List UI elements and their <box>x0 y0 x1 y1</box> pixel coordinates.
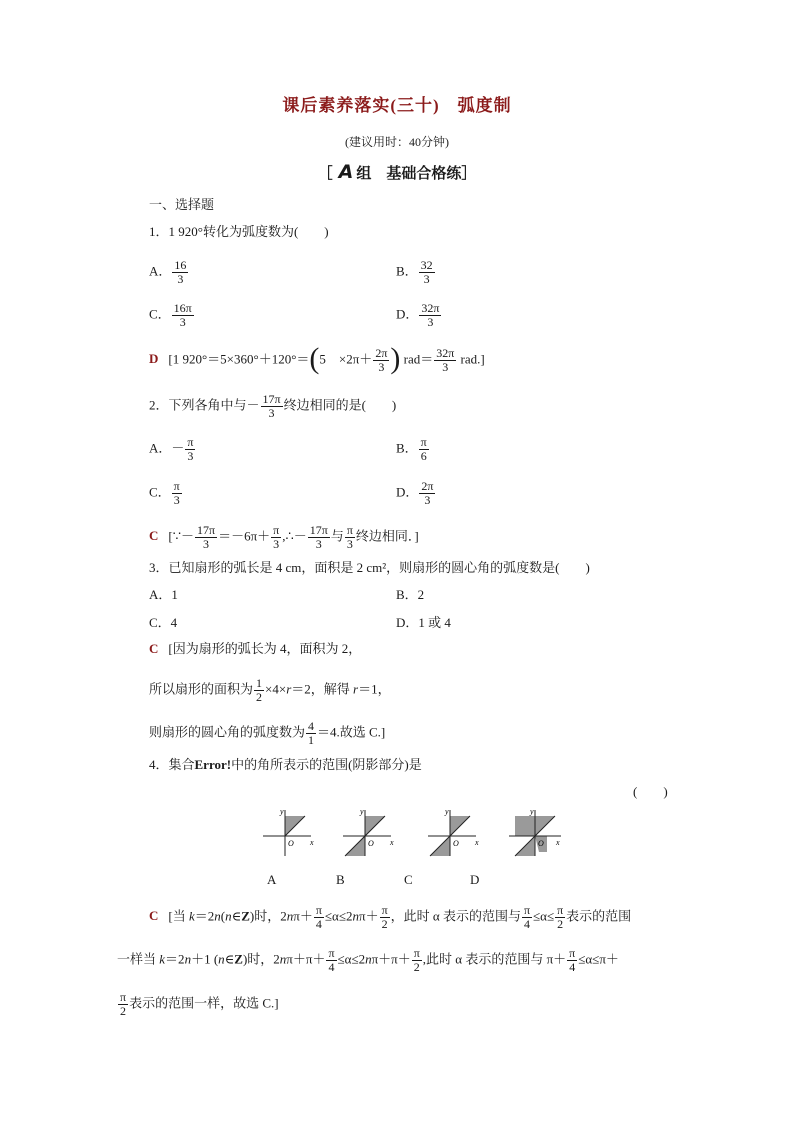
fraction <box>345 524 355 551</box>
option-label: D． <box>396 484 419 500</box>
text: π＋π＋ <box>286 951 326 967</box>
figure-d <box>509 807 561 856</box>
numerator: 17π <box>309 523 328 537</box>
text: 5 ×2π＋ <box>319 351 373 367</box>
denominator: 2 <box>118 1004 128 1018</box>
text: 一样当 <box>117 951 160 967</box>
denominator: 2 <box>412 960 422 974</box>
numerator: π <box>173 479 180 493</box>
text: ×4× <box>265 681 287 697</box>
numerator: π <box>187 435 194 449</box>
fraction <box>434 347 456 374</box>
q2-stem <box>149 393 396 420</box>
page-title: 课后素养落实(三十) 弧度制 <box>282 96 512 115</box>
numerator: 17π <box>197 523 216 537</box>
origin-label: O <box>453 839 459 848</box>
denominator: 2 <box>380 917 390 931</box>
option-label: C． <box>149 306 171 322</box>
text: [∵－ <box>168 528 194 544</box>
denominator: 3 <box>434 360 456 374</box>
var-n: n <box>225 908 232 924</box>
var-n: n <box>214 908 221 924</box>
text: )时，2 <box>242 951 280 967</box>
fraction <box>555 904 565 931</box>
q4-figure-svg <box>258 804 562 860</box>
text: ∈ <box>224 951 235 967</box>
numerator: 17π <box>262 392 281 406</box>
fraction <box>567 947 577 974</box>
q2-option-a <box>149 436 196 463</box>
figure-c <box>428 807 479 856</box>
fraction <box>522 904 532 931</box>
text: 终边相同．] <box>355 528 419 544</box>
text: ＋1 ( <box>191 951 219 967</box>
q1-option-d <box>396 302 442 329</box>
q4-blank: ( ) <box>633 784 668 799</box>
var-n: n <box>352 908 359 924</box>
var-k: k <box>159 951 166 967</box>
numerator: π <box>328 946 335 960</box>
fraction <box>195 524 217 551</box>
denominator: 3 <box>172 493 182 507</box>
paren-open: ( <box>309 341 320 375</box>
denominator: 3 <box>419 315 441 329</box>
option-label: D． <box>396 306 419 322</box>
fraction <box>185 436 195 463</box>
q3-stem: 3．已知扇形的弧长是 4 cm，面积是 2 cm²，则扇形的圆心角的弧度数是( ) <box>149 560 590 575</box>
text: π＋ <box>359 908 379 924</box>
text: 终边相同的是( ) <box>283 397 397 413</box>
text: 所以扇形的面积为 <box>149 681 254 697</box>
option-label: B． <box>396 263 418 279</box>
numerator: π <box>346 523 353 537</box>
numerator: π <box>557 903 564 917</box>
q2-option-c <box>149 480 183 507</box>
numerator: 1 <box>256 676 263 690</box>
q4-explanation-line1 <box>149 904 631 931</box>
fraction <box>326 947 336 974</box>
fraction <box>380 904 390 931</box>
origin-label: O <box>288 839 294 848</box>
figure-label-b: B <box>336 872 345 887</box>
group-bracket-close: ］ <box>461 166 477 182</box>
numerator: π <box>273 523 280 537</box>
q3-answer: C <box>149 641 159 656</box>
numerator: 4 <box>308 719 315 733</box>
section-title: 一、选择题 <box>149 197 215 212</box>
fraction <box>172 259 188 286</box>
numerator: π <box>315 903 322 917</box>
figure-label-a: A <box>267 872 277 887</box>
denominator: 2 <box>256 690 263 704</box>
numerator: 16π <box>173 301 192 315</box>
denominator: 3 <box>271 537 281 551</box>
text: ( <box>220 908 226 924</box>
denominator: 3 <box>419 272 435 286</box>
text: 与 <box>330 528 344 544</box>
q3-explanation-line1 <box>149 641 361 657</box>
denominator: 4 <box>522 917 532 931</box>
q4-stem <box>149 757 422 773</box>
text: ＝4.故选 C.] <box>317 724 386 740</box>
denominator: 3 <box>373 360 389 374</box>
option-label: A． <box>149 263 172 279</box>
numerator: π <box>420 435 427 449</box>
text: ＝2 <box>165 951 185 967</box>
suggested-time: (建议用时：40分钟) <box>345 135 449 149</box>
fraction <box>271 524 281 551</box>
numerator: 32π <box>421 301 440 315</box>
q4-explanation-line3 <box>117 991 279 1018</box>
origin-label: O <box>368 839 374 848</box>
x-label: x <box>556 838 560 847</box>
text: 表示的范围一样，故选 C.] <box>129 995 279 1011</box>
denominator: 4 <box>326 960 336 974</box>
text: ＝2，解得 <box>291 681 354 697</box>
group-heading <box>0 161 794 183</box>
numerator: π <box>120 990 127 1004</box>
figure-label-d: D <box>470 872 480 887</box>
var-r: r <box>353 681 359 697</box>
text: [因为扇形的弧长为 4，面积为 2， <box>168 641 362 656</box>
text: 2．下列各角中与－ <box>149 397 260 413</box>
var-n: n <box>286 908 294 924</box>
q1-answer: D <box>149 351 159 367</box>
text: π＋π＋ <box>371 951 411 967</box>
set-z: Z <box>234 951 243 967</box>
numerator: 16 <box>174 258 187 272</box>
numerator: 2π <box>421 479 434 493</box>
text: 中的角所表示的范围(阴影部分)是 <box>231 757 422 772</box>
group-text: 组 基础合格练 <box>356 166 462 182</box>
numerator: 2π <box>375 346 388 360</box>
fraction <box>373 347 389 374</box>
text: rad.] <box>457 351 485 367</box>
paren-close: ) <box>390 341 401 375</box>
fraction <box>419 259 435 286</box>
numerator: 32π <box>436 346 455 360</box>
q2-answer: C <box>149 528 159 544</box>
fraction <box>172 302 194 329</box>
q2-option-d <box>396 480 436 507</box>
error-text: Error! <box>194 757 232 772</box>
denominator: 3 <box>345 537 355 551</box>
figure-b <box>343 807 394 856</box>
q3-option-c: C．4 <box>149 615 178 630</box>
denominator: 3 <box>185 449 195 463</box>
text: rad＝ <box>400 351 434 367</box>
group-bracket-open: ［ <box>317 166 333 182</box>
text: ＝2 <box>194 908 215 924</box>
fraction <box>412 947 422 974</box>
var-n: n <box>184 951 192 967</box>
denominator: 3 <box>261 406 283 420</box>
q4-figures <box>258 804 562 860</box>
text: π＋ <box>293 908 313 924</box>
q3-explanation-line2 <box>149 677 391 704</box>
text: ≤α≤2 <box>337 951 366 967</box>
figure-label-c: C <box>404 872 413 887</box>
var-r: r <box>286 681 292 697</box>
text: )时，2 <box>249 908 287 924</box>
y-label: y <box>445 807 449 816</box>
set-z: Z <box>241 908 250 924</box>
denominator: 3 <box>195 537 217 551</box>
q3-option-b: B．2 <box>396 587 425 602</box>
option-label: B． <box>396 440 418 456</box>
group-letter: A <box>338 161 354 183</box>
q3-option-a: A．1 <box>149 587 178 602</box>
x-label: x <box>390 838 394 847</box>
q1-stem: 1．1 920°转化为弧度数为( ) <box>149 224 329 239</box>
denominator: 2 <box>555 917 565 931</box>
fraction <box>261 393 283 420</box>
var-k: k <box>188 908 195 924</box>
numerator: π <box>523 903 531 917</box>
text: ≤α≤π＋ <box>578 951 619 967</box>
denominator: 3 <box>308 537 330 551</box>
q2-option-b <box>396 436 430 463</box>
fraction <box>254 677 264 704</box>
var-n: n <box>279 951 287 967</box>
text: [1 920°＝5×360°＋120°＝ <box>168 351 310 367</box>
text: 表示的范围 <box>566 908 632 924</box>
fraction <box>118 991 128 1018</box>
fraction <box>308 524 330 551</box>
denominator: 6 <box>419 449 429 463</box>
option-label: C． <box>149 484 171 500</box>
text: 4．集合 <box>149 757 195 772</box>
numerator: π <box>381 903 388 917</box>
var-n: n <box>218 951 225 967</box>
origin-label: O <box>538 839 544 848</box>
text: ∈ <box>231 908 242 924</box>
text: ＝1， <box>358 681 391 697</box>
q4-explanation-line2 <box>117 947 619 974</box>
text: ≤α≤ <box>533 908 555 924</box>
q3-explanation-line3 <box>149 720 385 747</box>
denominator: 1 <box>308 733 315 747</box>
var-n: n <box>365 951 372 967</box>
fraction <box>419 302 441 329</box>
q1-option-c <box>149 302 195 329</box>
q4-answer: C <box>149 908 159 924</box>
text: ＝－6π＋ <box>218 528 271 544</box>
q3-option-d: D．1 或 4 <box>396 615 451 630</box>
denominator: 4 <box>567 960 577 974</box>
y-label: y <box>530 807 534 816</box>
option-label: A．－ <box>149 440 185 456</box>
fraction <box>306 720 316 747</box>
denominator: 3 <box>172 315 194 329</box>
fraction <box>314 904 324 931</box>
q2-explanation <box>149 524 419 551</box>
denominator: 3 <box>419 493 435 507</box>
denominator: 3 <box>172 272 188 286</box>
y-label: y <box>360 807 364 816</box>
text: ,∴－ <box>282 528 307 544</box>
fraction <box>419 480 435 507</box>
text: [当 <box>168 908 189 924</box>
x-label: x <box>475 838 479 847</box>
text: ≤α≤2 <box>324 908 353 924</box>
denominator: 4 <box>314 917 324 931</box>
q1-explanation <box>149 341 485 375</box>
figure-a <box>263 807 314 856</box>
y-label: y <box>280 807 284 816</box>
fraction <box>419 436 429 463</box>
numerator: π <box>569 946 576 960</box>
numerator: π <box>413 946 420 960</box>
numerator: 32 <box>420 258 433 272</box>
x-label: x <box>310 838 314 847</box>
q1-option-a <box>149 259 189 286</box>
text: 则扇形的圆心角的弧度数为 <box>149 724 306 740</box>
q1-option-b <box>396 259 436 286</box>
fraction <box>172 480 182 507</box>
text: ,此时 α 表示的范围与 π＋ <box>422 951 567 967</box>
text: ，此时 α 表示的范围与 <box>390 908 521 924</box>
